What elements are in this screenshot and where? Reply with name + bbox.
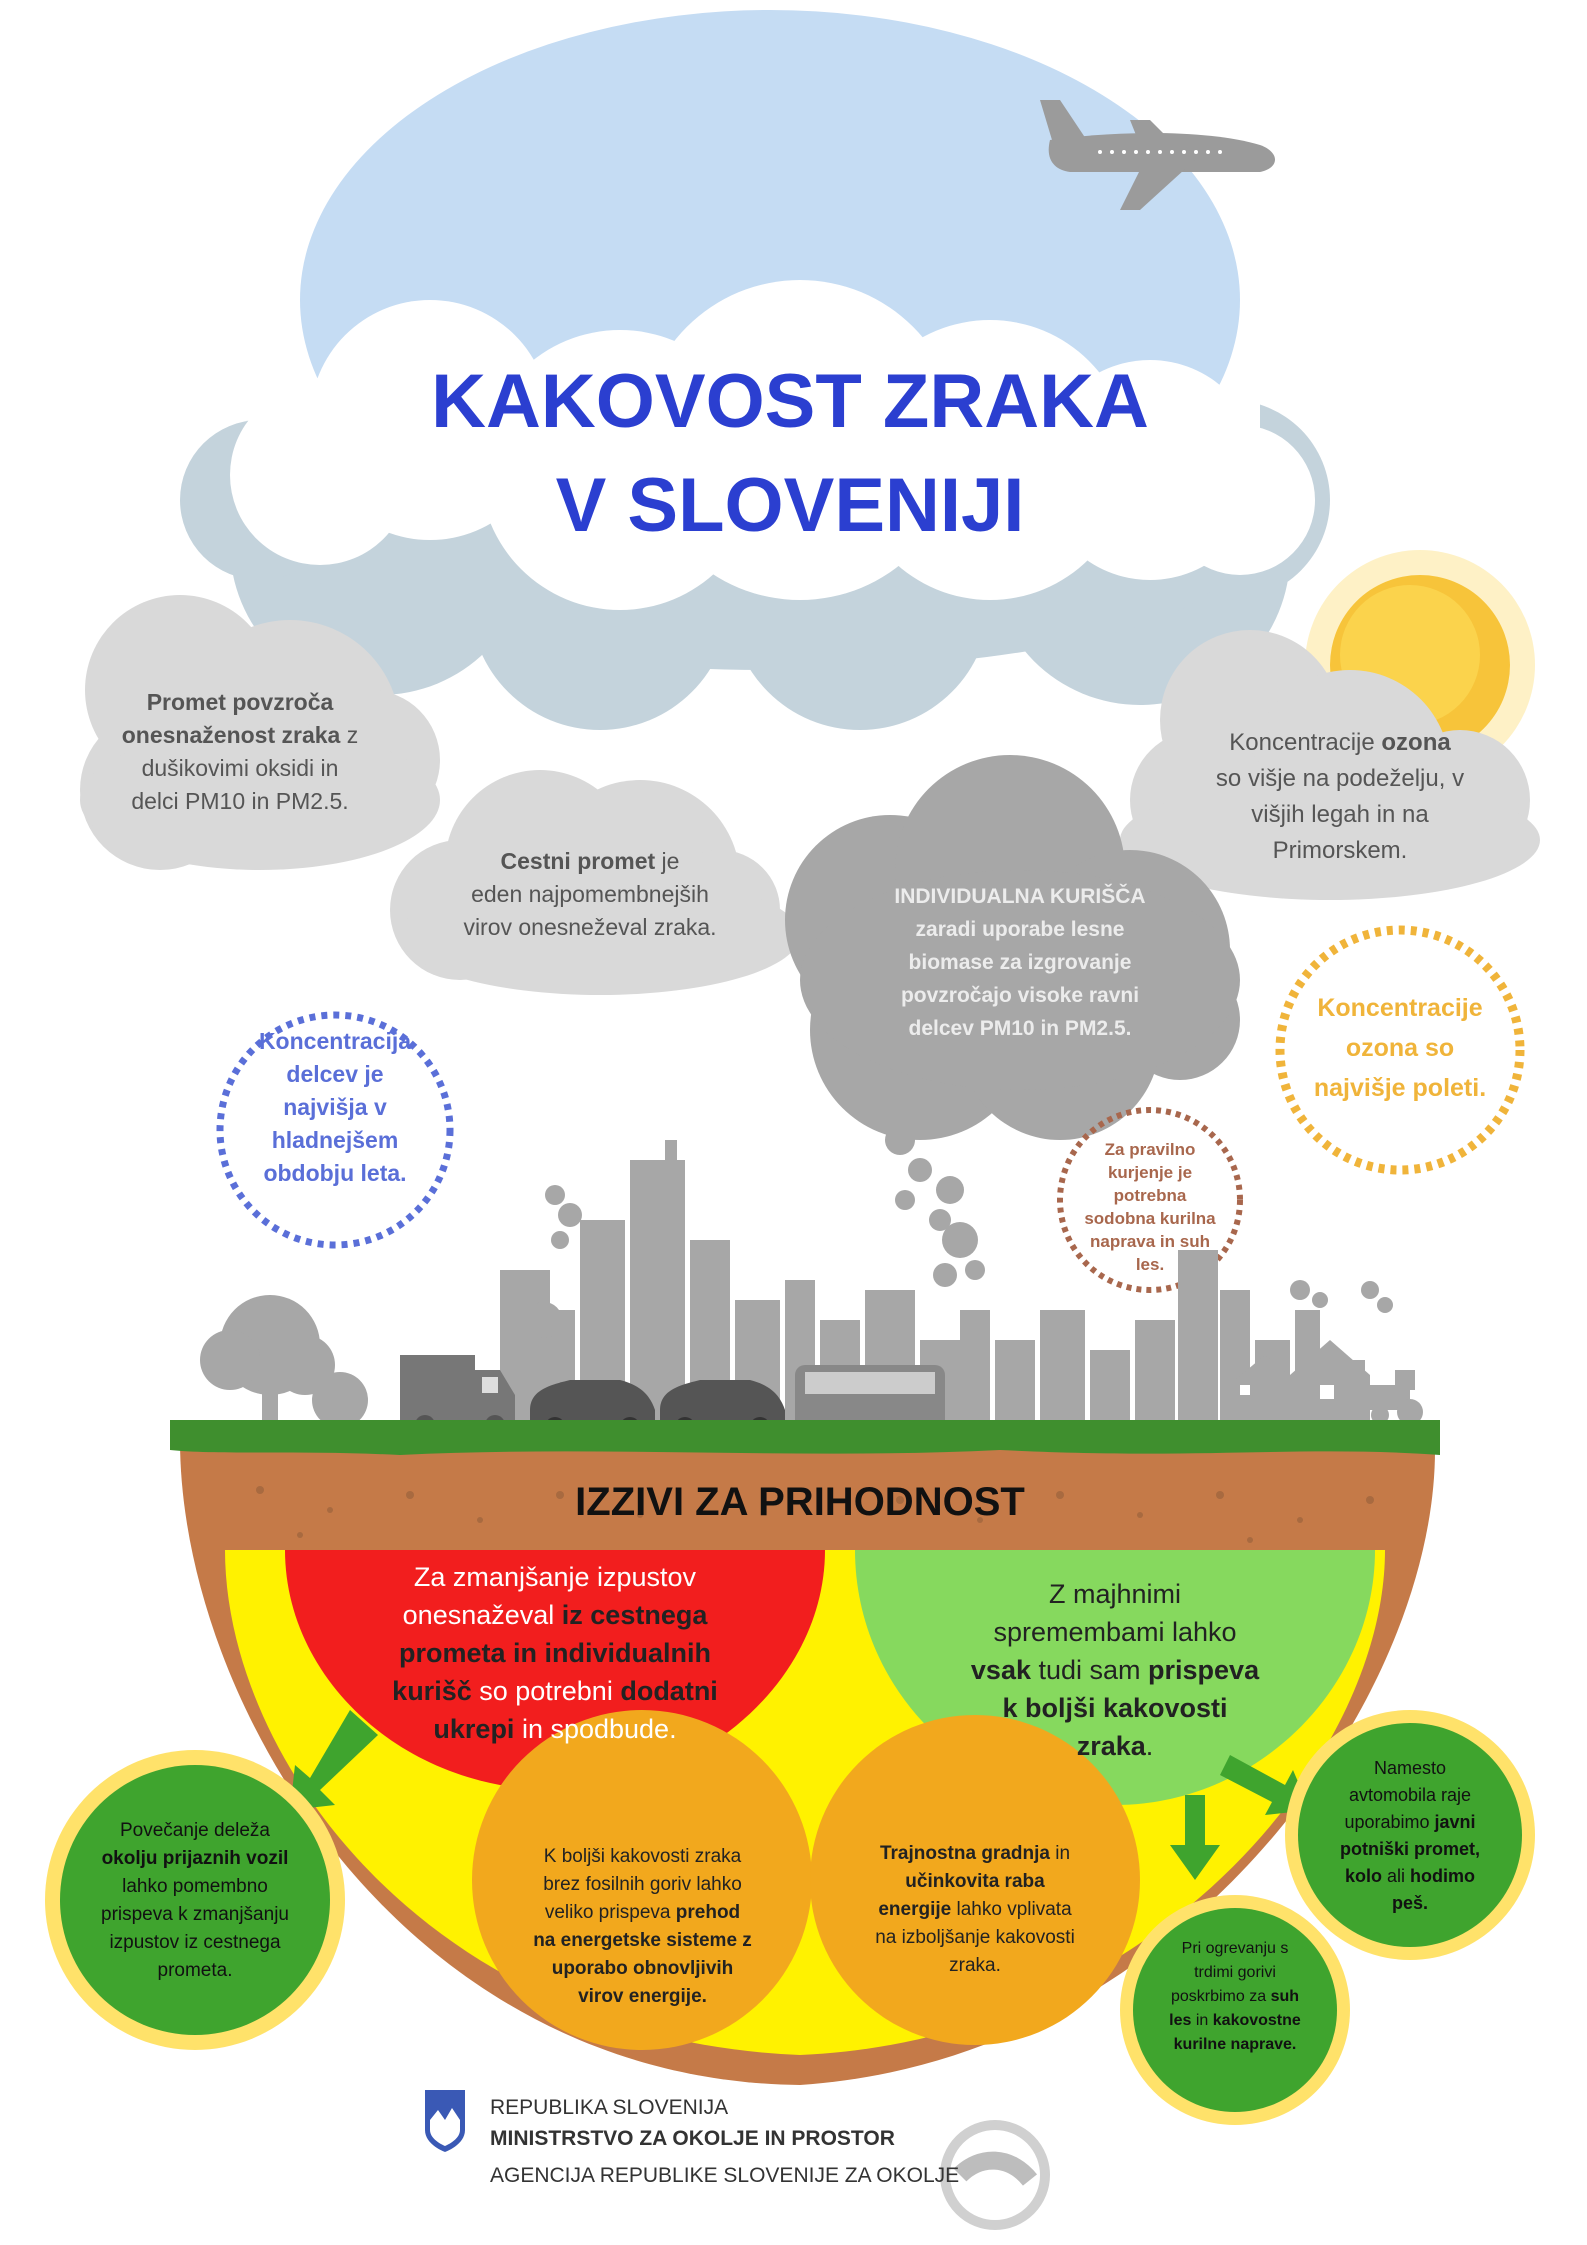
- cestni-line-3: virov onesneževal zraka.: [463, 914, 717, 940]
- ozon-podezelje-line-2: so višje na podeželju, v: [1215, 765, 1465, 792]
- delci-ring-text: Koncentracija delcev je najvišja v hladnejšem obdobju leta.: [258, 1028, 412, 1186]
- javni-circle-text: Namesto avtomobila raje uporabimo javni potniški promet, kolo ali hodimo peš.: [1339, 1758, 1480, 1913]
- section-title: IZZIVI ZA PRIHODNOST: [575, 1480, 1025, 1524]
- tree-icon: [200, 1295, 368, 1440]
- promet-line-1: Promet povzroča: [146, 689, 334, 715]
- energija-circle-text: K boljši kakovosti zraka brez fosilnih goriv lahko veliko prispeva prehod na energetske sisteme z uporabo obnovljivih virov energije.: [533, 1846, 752, 2007]
- ozon-podezelje-line-1: Koncentracije ozona: [1229, 729, 1451, 756]
- les-circle-text: Pri ogrevanju s trdimi gorivi poskrbimo za suh les in kakovostne kurilne naprave.: [1169, 1940, 1301, 2053]
- kurjenje-ring-text: Za pravilno kurjenje je potrebna sodobna kurilna naprava in suh les.: [1084, 1140, 1216, 1274]
- vozila-circle-text: Povečanje deleža okolju prijaznih vozil lahko pomembno prispeva k zmanjšanju izpustov iz cestnega prometa.: [101, 1820, 289, 1981]
- promet-line-4: delci PM10 in PM2.5.: [131, 788, 349, 814]
- kurisca-line-5: delcev PM10 in PM2.5.: [908, 1017, 1132, 1040]
- ozon-podezelje-text: [1150, 725, 1530, 869]
- page-title: [300, 350, 1280, 558]
- tractor-icon: [1370, 1370, 1423, 1425]
- ozon-poleti-ring-text: Koncentracije ozona so najvišje poleti.: [1313, 994, 1487, 1102]
- cestni-line-1: Cestni promet je: [500, 848, 680, 874]
- title-line-1: KAKOVOST ZRAKA: [431, 359, 1149, 444]
- footer-line-3: AGENCIJA REPUBLIKE SLOVENIJE ZA OKOLJE: [490, 2164, 960, 2187]
- coat-of-arms-icon: [425, 2090, 465, 2152]
- title-line-2: V SLOVENIJI: [555, 463, 1025, 548]
- kurisca-line-2: zaradi uporabe lesne: [915, 918, 1125, 941]
- cestni-bubble-text: [400, 845, 780, 944]
- ozon-podezelje-line-4: Primorskem.: [1272, 837, 1408, 864]
- gradnja-circle-text: Trajnostna gradnja in učinkovita raba energije lahko vplivata na izboljšanje kakovosti zraka.: [875, 1843, 1075, 1976]
- kurisca-line-3: biomase za izgrovanje: [908, 951, 1132, 974]
- red-box-text: Za zmanjšanje izpustov onesnaževal iz cestnega prometa in individualnih kurišč so potrebni dodatni ukrepi in spodbude.: [392, 1562, 718, 1744]
- promet-line-2: onesnaženost zraka z: [121, 722, 359, 748]
- ozon-podezelje-line-3: višjih legah in na: [1251, 801, 1429, 828]
- kurisca-bubble-text: [830, 880, 1210, 1045]
- recycle-slovenia-icon: [945, 2125, 1045, 2225]
- promet-line-3: dušikovimi oksidi in: [141, 755, 339, 781]
- green-box-text: Z majhnimi spremembami lahko vsak tudi sam prispeva k boljši kakovosti zraka.: [970, 1579, 1260, 1761]
- footer-line-1: REPUBLIKA SLOVENIJA: [490, 2096, 729, 2119]
- footer-line-2: MINISTRSTVO ZA OKOLJE IN PROSTOR: [490, 2127, 895, 2150]
- promet-bubble-text: [60, 686, 420, 818]
- kurisca-line-1: INDIVIDUALNA KURIŠČA: [894, 885, 1146, 908]
- kurisca-line-4: povzročajo visoke ravni: [900, 984, 1140, 1007]
- cestni-line-2: eden najpomembnejših: [471, 881, 709, 907]
- footer: [490, 2092, 959, 2191]
